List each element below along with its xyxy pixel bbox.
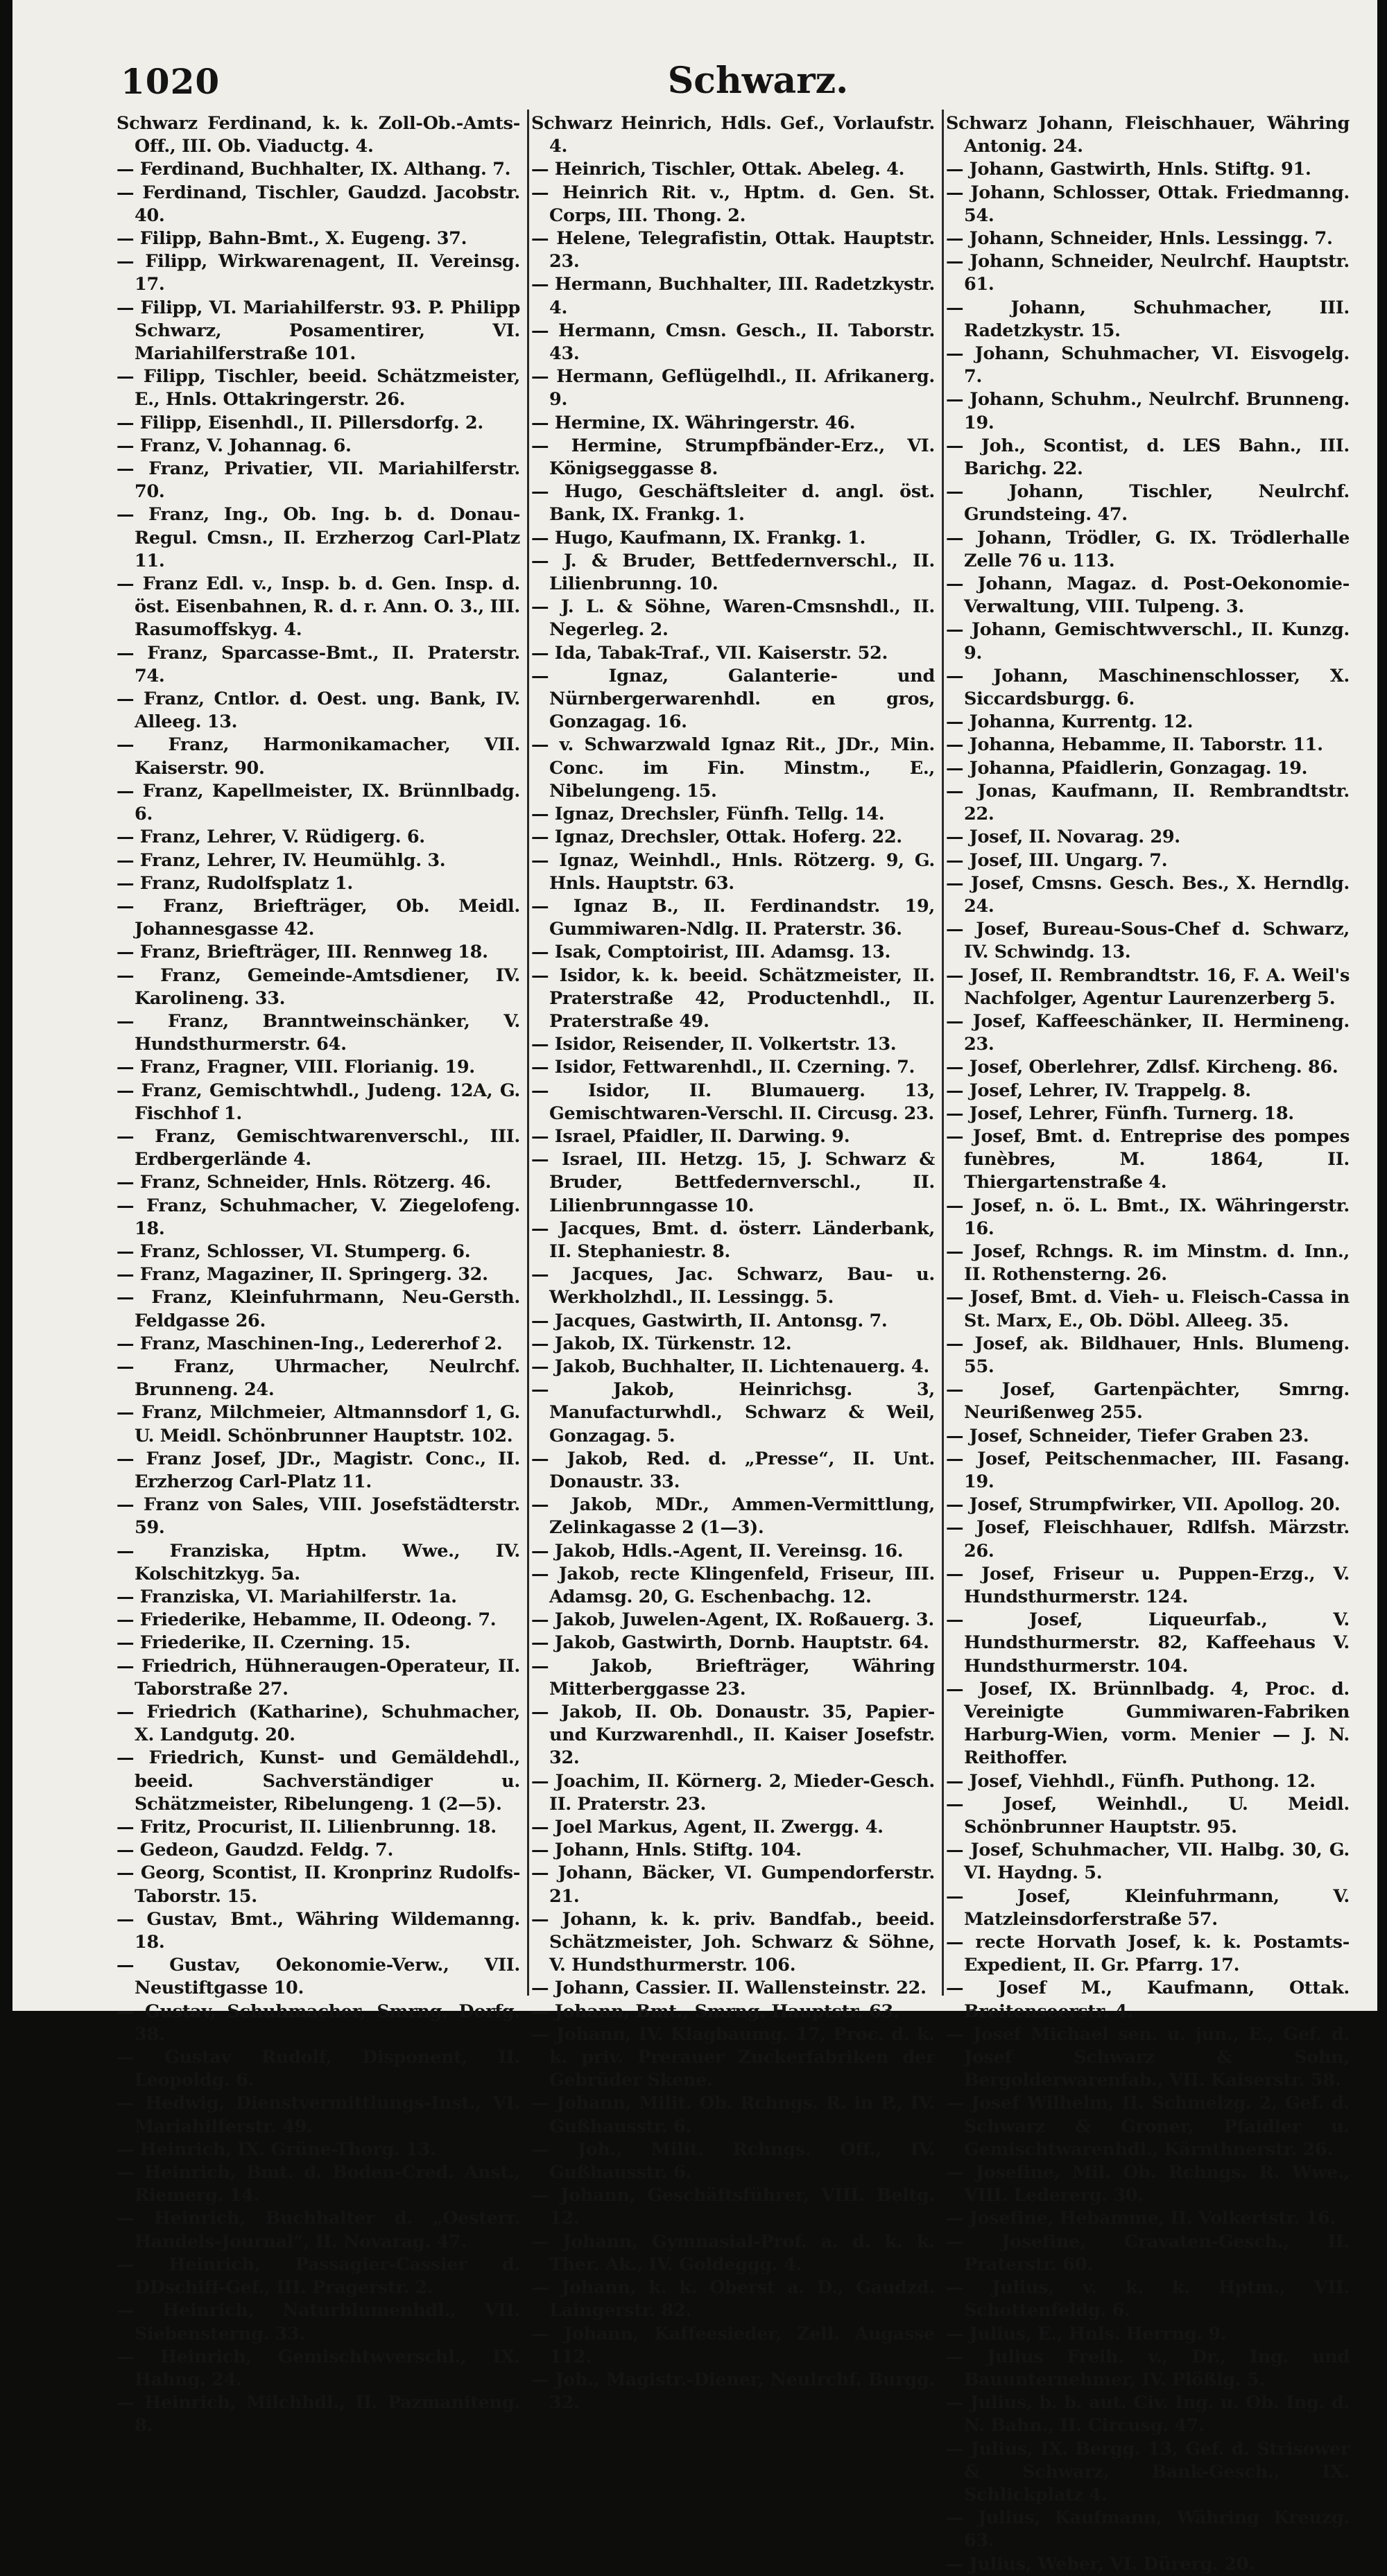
directory-entry: — Franz, Briefträger, Ob. Meidl. Johannesgasse 42. — [117, 895, 520, 940]
directory-entry: — Julius, IX. Bergg. 13, Gef. d. Strisower & Schwarz, Bank-Gesch., IX. Schlickplatz 4. — [946, 2438, 1350, 2505]
directory-entry: — Johann, Bmt., Smrng. Hauptstr. 63. — [531, 2000, 899, 2022]
directory-entry: — Jakob, recte Klingenfeld, Friseur, III. Adamsg. 20, G. Eschenbachg. 12. — [531, 1563, 935, 1607]
directory-entry: — Ignaz B., II. Ferdinandstr. 19, Gummiwaren-Ndlg. II. Praterstr. 36. — [531, 895, 935, 940]
page-number: 1020 — [121, 61, 221, 102]
directory-entry: — Heinrich, Gemischtwverschl., IX. Hahng. 24. — [117, 2346, 520, 2390]
directory-entry: — Johann, Schuhm., Neulrchf. Brunneng. 19. — [946, 389, 1350, 433]
directory-entry: — Hermann, Buchhalter, III. Radetzkystr. 4. — [531, 274, 935, 318]
directory-page — [12, 0, 1377, 2575]
directory-entry: — Jakob, Briefträger, Währing Mitterberggasse 23. — [531, 1655, 935, 1700]
directory-entry: — Filipp, Wirkwarenagent, II. Vereinsg. 17. — [117, 251, 520, 295]
directory-entry: — Johann, Gymnasial-Prof. a. d. k. k. Ther. Ak., IV. Goldeggg. 4. — [531, 2231, 935, 2275]
directory-entry: — Josef, n. ö. L. Bmt., IX. Währingerstr. 16. — [946, 1195, 1350, 1239]
directory-entry: — Heinrich, Bmt. d. Boden-Cred. Anst., Riemerg. 14. — [117, 2162, 520, 2206]
directory-entry: — Franz, Fragner, VIII. Florianig. 19. — [117, 1057, 475, 1078]
directory-entry: — Joachim, II. Körnerg. 2, Mieder-Gesch. II. Praterstr. 23. — [531, 1770, 935, 1815]
directory-entry: — Josef, Cmsns. Gesch. Bes., X. Herndlg. 24. — [946, 872, 1350, 917]
directory-entry: — Josef, Schuhmacher, VII. Halbg. 30, G. VI. Haydng. 5. — [946, 1840, 1350, 1884]
directory-entry: — Johann, Schlosser, Ottak. Friedmanng. 54. — [946, 182, 1350, 226]
directory-entry: — Hermann, Geflügelhdl., II. Afrikanerg. 9. — [531, 366, 935, 410]
directory-entry: — Franz, Schlosser, VI. Stumperg. 6. — [117, 1241, 471, 1262]
directory-entry: — Johann, Hnls. Stiftg. 104. — [531, 1840, 802, 1861]
directory-entry: — recte Horvath Josef, k. k. Postamts-Expedient, II. Gr. Pfarrg. 17. — [946, 1932, 1350, 1976]
directory-entry: — Johann, Bäcker, VI. Gumpendorferstr. 21. — [531, 1862, 935, 1907]
directory-entry: — Franz, Kapellmeister, IX. Brünnlbadg. 6. — [117, 780, 520, 825]
directory-entry: — Josef, Viehhdl., Fünfh. Puthong. 12. — [946, 1770, 1316, 1792]
directory-entry: — Ignaz, Weinhdl., Hnls. Rötzerg. 9, G. Hnls. Hauptstr. 63. — [531, 849, 935, 894]
directory-entry: — Johann, Gastwirth, Hnls. Stiftg. 91. — [946, 159, 1311, 180]
directory-entry: — Josef, Rchngs. R. im Minstm. d. Inn., II. Rothensterng. 26. — [946, 1241, 1350, 1286]
directory-entry: — Isidor, II. Blumauerg. 13, Gemischtwaren-Verschl. II. Circusg. 23. — [531, 1080, 935, 1124]
directory-entry: — Ferdinand, Buchhalter, IX. Althang. 7. — [117, 159, 511, 180]
directory-entry: — Filipp, Bahn-Bmt., X. Eugeng. 37. — [117, 228, 467, 250]
directory-entry: — Franz, Ing., Ob. Ing. b. d. Donau-Regul. Cmsn., II. Erzherzog Carl-Platz 11. — [117, 504, 520, 571]
directory-entry: — Franz Edl. v., Insp. b. d. Gen. Insp. d. öst. Eisenbahnen, R. d. r. Ann. O. 3., III. Rasumoffskyg. 4. — [117, 573, 520, 641]
directory-entry: — Franz, Magaziner, II. Springerg. 32. — [117, 1264, 488, 1286]
directory-entry: — Josef, IX. Brünnlbadg. 4, Proc. d. Vereinigte Gummiwaren-Fabriken Harburg-Wien, vorm. Menier — J. N. Reithoffer. — [946, 1678, 1350, 1769]
directory-entry: — Josef, Strumpfwirker, VII. Apollog. 20. — [946, 1494, 1341, 1516]
directory-entry: — Josef, ak. Bildhauer, Hnls. Blumeng. 55. — [946, 1333, 1350, 1377]
directory-entry: — Jakob, IX. Türkenstr. 12. — [531, 1333, 792, 1354]
directory-entry: — Josef, III. Ungarg. 7. — [946, 849, 1168, 871]
directory-entry: — Jakob, Gastwirth, Dornb. Hauptstr. 64. — [531, 1632, 929, 1654]
directory-entry: — Joh., Scontist, d. LES Bahn., III. Barichg. 22. — [946, 435, 1350, 480]
directory-entry: — Friedrich, Hühneraugen-Operateur, II. Taborstraße 27. — [117, 1655, 520, 1700]
directory-entry: — Josef, Peitschenmacher, III. Fasang. 19. — [946, 1448, 1350, 1492]
directory-entry: — Franz, Lehrer, IV. Heumühlg. 3. — [117, 849, 446, 871]
directory-entry: — Jakob, Hdls.-Agent, II. Vereinsg. 16. — [531, 1540, 904, 1562]
directory-entry: — Jacques, Jac. Schwarz, Bau- u. Werkholzhdl., II. Lessingg. 5. — [531, 1264, 935, 1308]
directory-entry: — Jakob, MDr., Ammen-Vermittlung, Zelinkagasse 2 (1—3). — [531, 1494, 935, 1539]
directory-entry: — Josef, Fleischhauer, Rdlfsh. Märzstr. 26. — [946, 1517, 1350, 1562]
directory-entry: — Franz, Schneider, Hnls. Rötzerg. 46. — [117, 1172, 492, 1193]
directory-entry: — Jakob, Red. d. „Presse“, II. Unt. Donaustr. 33. — [531, 1448, 935, 1492]
directory-entry: — Josef, Bmt. d. Vieh- u. Fleisch-Cassa in St. Marx, E., Ob. Döbl. Alleeg. 35. — [946, 1287, 1350, 1331]
directory-entry: — Johann, Schuhmacher, III. Radetzkystr. 15. — [946, 297, 1350, 341]
directory-entry: — Johanna, Hebamme, II. Taborstr. 11. — [946, 734, 1323, 756]
directory-entry: — Julius, Kaufmann, Währing Kreuzg. 63. — [946, 2507, 1350, 2552]
directory-entry: — Franz, Privatier, VII. Mariahilferstr. 70. — [117, 458, 520, 503]
directory-entry: — Franz, Rudolfsplatz 1. — [117, 872, 353, 894]
directory-entry: Schwarz Johann, Fleischhauer, Währing Antonig. 24. — [946, 113, 1350, 157]
directory-entry: — Josef, Schneider, Tiefer Graben 23. — [946, 1425, 1309, 1446]
directory-entry: — Friederike, II. Czerning. 15. — [117, 1632, 411, 1654]
directory-entry: — Jacques, Bmt. d. österr. Länderbank, II. Stephaniestr. 8. — [531, 1218, 935, 1262]
directory-entry: — Filipp, Eisenhdl., II. Pillersdorfg. 2. — [117, 412, 483, 433]
directory-entry: — Hugo, Geschäftsleiter d. angl. öst. Bank, IX. Frankg. 1. — [531, 481, 935, 526]
directory-entry: — Franz, Schuhmacher, V. Ziegelofeng. 18. — [117, 1195, 520, 1239]
directory-entry: — Julius, b. b. aut. Civ. Ing. u. Ob. Ing. d. N. Bahn., II. Circusg. 47. — [946, 2392, 1350, 2437]
directory-entry: — Ida, Tabak-Traf., VII. Kaiserstr. 52. — [531, 642, 888, 664]
directory-entry: — Franz, V. Johannag. 6. — [117, 435, 352, 456]
directory-entry: — Julius Freih. v., Dr., Ing. und Bauunternehmer, IV. Plößlg. 5. — [946, 2346, 1350, 2390]
directory-entry: — Gedeon, Gaudzd. Feldg. 7. — [117, 1840, 394, 1861]
directory-entry: — Josef, Oberlehrer, Zdlsf. Kircheng. 86. — [946, 1057, 1338, 1078]
directory-entry: — Fritz, Procurist, II. Lilienbrunng. 18. — [117, 1817, 497, 1838]
directory-entry: — Josef, Liqueurfab., V. Hundsthurmerstr. 82, Kaffeehaus V. Hundsthurmerstr. 104. — [946, 1609, 1350, 1677]
directory-entry: — Jacques, Gastwirth, II. Antonsg. 7. — [531, 1310, 888, 1331]
directory-entry: — Jakob, Juwelen-Agent, IX. Roßauerg. 3. — [531, 1609, 934, 1631]
column-2 — [531, 112, 935, 2414]
directory-entry: — Josef Michael sen. u. jun., E., Gef. d. Josef Schwarz & Sohn, Bergolderwarenfab., VII. Kaiserstr. 58. — [946, 2023, 1350, 2091]
directory-entry: — J. & Bruder, Bettfedernverschl., II. Lilienbrunng. 10. — [531, 550, 935, 595]
directory-entry: — Josef, Bureau-Sous-Chef d. Schwarz, IV. Schwindg. 13. — [946, 919, 1350, 963]
directory-entry: — Franz, Harmonikamacher, VII. Kaiserstr. 90. — [117, 734, 520, 779]
directory-entry: — Israel, Pfaidler, II. Darwing. 9. — [531, 1125, 850, 1147]
directory-entry: — v. Schwarzwald Ignaz Rit., JDr., Min. Conc. im Fin. Minstm., E., Nibelungeng. 15. — [531, 734, 935, 802]
directory-entry: — Franz, Kleinfuhrmann, Neu-Gersth. Feldgasse 26. — [117, 1287, 520, 1331]
directory-entry: Schwarz Ferdinand, k. k. Zoll-Ob.-Amts-Off., III. Ob. Viaductg. 4. — [117, 113, 520, 157]
directory-entry: — Franz, Gemischtwhdl., Judeng. 12A, G. Fischhof 1. — [117, 1080, 520, 1124]
directory-entry: — Josefine, Hebamme, II. Volkertstr. 16. — [946, 2208, 1336, 2229]
directory-entry: — Josef M., Kaufmann, Ottak. Breitenseerstr. 4. — [946, 1978, 1350, 2022]
directory-entry: — Gustav, Bmt., Währing Wildemanng. 18. — [117, 1908, 520, 1953]
directory-entry: — Heinrich Rit. v., Hptm. d. Gen. St. Corps, III. Thong. 2. — [531, 182, 935, 226]
directory-entry: — Israel, III. Hetzg. 15, J. Schwarz & Bruder, Bettfedernverschl., II. Lilienbrunngasse 10. — [531, 1149, 935, 1216]
directory-entry: — Heinrich, Naturblumenhdl., VII. Siebensterng. 33. — [117, 2300, 520, 2344]
directory-entry: — Johann, Magaz. d. Post-Oekonomie-Verwaltung, VIII. Tulpeng. 3. — [946, 573, 1350, 618]
directory-entry: — Josef, Lehrer, Fünfh. Turnerg. 18. — [946, 1103, 1294, 1124]
directory-entry: — Johann, Milit. Ob. Rchngs. R. in P., IV. Gußhausstr. 6. — [531, 2093, 935, 2137]
column-3 — [946, 112, 1350, 2575]
directory-entry: — Josefine, Mil. Ob. Rchngs. R. Wwe., VIII. Ledererg. 30. — [946, 2162, 1350, 2206]
directory-entry: — Isak, Comptoirist, III. Adamsg. 13. — [531, 942, 891, 963]
directory-entry: — Ferdinand, Tischler, Gaudzd. Jacobstr. 40. — [117, 182, 520, 226]
directory-entry: — Johann, Schneider, Neulrchf. Hauptstr. 61. — [946, 251, 1350, 295]
directory-entry: — Josefine, Cravaten-Gesch., II. Praterstr. 60. — [946, 2231, 1350, 2275]
directory-entry: — Friedrich, Kunst- und Gemäldehdl., beeid. Sachverständiger u. Schätzmeister, Ribelungeng. 1 (2—5). — [117, 1747, 520, 1815]
directory-entry: — Heinrich, IX. Grüne-Thorg. 13. — [117, 2138, 436, 2160]
directory-entry: — Franz, Lehrer, V. Rüdigerg. 6. — [117, 827, 425, 848]
directory-entry: — Johann, IV. Klagbaumg. 17, Proc. d. k. k. priv. Prerauer Zuckerfabriken der Gebrüder Skene. — [531, 2023, 935, 2091]
directory-entry: Schwarz Heinrich, Hdls. Gef., Vorlaufstr. 4. — [531, 113, 935, 157]
directory-entry: — Heinrich, Milchhdl., II. Pazmaniteng. 8. — [117, 2392, 520, 2437]
directory-entry: — Hermine, IX. Währingerstr. 46. — [531, 412, 856, 433]
directory-entry: — Hedwig, Dienstvermittlungs-Inst., VI. Mariahilferstr. 49. — [117, 2093, 520, 2137]
directory-entry: — Jakob, II. Ob. Donaustr. 35, Papier- und Kurzwarenhdl., II. Kaiser Josefstr. 32. — [531, 1702, 935, 1769]
directory-entry: — Friedrich (Katharine), Schuhmacher, X. Landgutg. 20. — [117, 1702, 520, 1746]
directory-entry: — J. L. & Söhne, Waren-Cmsnshdl., II. Negerleg. 2. — [531, 596, 935, 641]
directory-entry: — Ignaz, Drechsler, Fünfh. Tellg. 14. — [531, 804, 885, 825]
directory-entry: — Franz, Cntlor. d. Oest. ung. Bank, IV. Alleeg. 13. — [117, 689, 520, 733]
directory-entry: — Heinrich, Passagier-Cassier d. DDschiff-Gef., III. Pragerstr. 2. — [117, 2254, 520, 2299]
directory-entry: — Johann, Schneider, Hnls. Lessingg. 7. — [946, 228, 1333, 250]
directory-entry: — Franz, Branntweinschänker, V. Hundsthurmerstr. 64. — [117, 1010, 520, 1055]
directory-entry: — Hermann, Cmsn. Gesch., II. Taborstr. 43. — [531, 320, 935, 365]
directory-entry: — Josef, Kaffeeschänker, II. Hermineng. 23. — [946, 1010, 1350, 1055]
directory-entry: — Gustav Rudolf, Disponent, II. Leopoldg. 6. — [117, 2047, 520, 2091]
directory-entry: — Joh., Milit. Rchngs. Off., IV. Gußhausstr. 6. — [531, 2138, 935, 2184]
directory-entry: — Ignaz, Galanterie- und Nürnbergerwarenhdl. en gros, Gonzagag. 16. — [531, 665, 935, 733]
directory-entry: — Hermine, Strumpfbänder-Erz., VI. Königseggasse 8. — [531, 435, 935, 480]
directory-entry: — Franz von Sales, VIII. Josefstädterstr. 59. — [117, 1494, 520, 1539]
directory-entry: — Heinrich, Buchhalter d. „Oesterr. Handels-Journal“, II. Novarag. 47. — [117, 2208, 520, 2252]
directory-entry: — Josef, Gartenpächter, Smrng. Neurißenweg 255. — [946, 1379, 1350, 1424]
directory-entry: — Franz, Gemischtwarenverschl., III. Erdbergerlände 4. — [117, 1125, 520, 1170]
directory-entry: — Isidor, k. k. beeid. Schätzmeister, II. Praterstraße 42, Productenhdl., II. Praterstraße 49. — [531, 965, 935, 1032]
directory-entry: — Joh., Magistr.-Diener, Neulrchf. Burgg. 32. — [531, 2369, 935, 2414]
directory-entry: — Josef, Bmt. d. Entreprise des pompes funèbres, M. 1864, II. Thiergartenstraße 4. — [946, 1125, 1350, 1193]
directory-entry: — Josef, Kleinfuhrmann, V. Matzleinsdorferstraße 57. — [946, 1885, 1350, 1930]
column-1 — [117, 112, 520, 2437]
directory-entry: — Filipp, Tischler, beeid. Schätzmeister, E., Hnls. Ottakringerstr. 26. — [117, 366, 520, 410]
directory-entry: — Helene, Telegrafistin, Ottak. Hauptstr. 23. — [531, 228, 935, 273]
directory-entry: — Josef, Weinhdl., U. Meidl. Schönbrunner Hauptstr. 95. — [946, 1793, 1350, 1838]
directory-entry: — Heinrich, Tischler, Ottak. Abeleg. 4. — [531, 159, 905, 180]
directory-entry: — Franz Josef, JDr., Magistr. Conc., II. Erzherzog Carl-Platz 11. — [117, 1448, 520, 1492]
directory-entry: — Jakob, Buchhalter, II. Lichtenauerg. 4. — [531, 1356, 929, 1377]
directory-entry: — Johann, Trödler, G. IX. Trödlerhalle Zelle 76 u. 113. — [946, 527, 1350, 571]
directory-entry: — Isidor, Reisender, II. Volkertstr. 13. — [531, 1034, 897, 1055]
directory-entry: — Franziska, Hptm. Wwe., IV. Kolschitzkyg. 5a. — [117, 1540, 520, 1584]
directory-entry: — Franz, Uhrmacher, Neulrchf. Brunneng. 24. — [117, 1356, 520, 1401]
directory-entry: — Johann, Cassier. II. Wallensteinstr. 22. — [531, 1978, 927, 1999]
directory-entry: — Johann, Tischler, Neulrchf. Grundsteing. 47. — [946, 481, 1350, 526]
directory-entry: — Ignaz, Drechsler, Ottak. Hoferg. 22. — [531, 827, 902, 848]
directory-entry: — Josef, II. Rembrandtstr. 16, F. A. Weil's Nachfolger, Agentur Laurenzerberg 5. — [946, 965, 1350, 1009]
directory-entry: — Johann, k. k. priv. Bandfab., beeid. Schätzmeister, Joh. Schwarz & Söhne, V. Hundsthurmerstr. 106. — [531, 1908, 935, 1976]
directory-entry: — Johann, Geschäftsführer, VIII. Beltg. 12. — [531, 2185, 935, 2229]
directory-entry: — Friederike, Hebamme, II. Odeong. 7. — [117, 1609, 497, 1631]
directory-entry: — Filipp, VI. Mariahilferstr. 93. P. Philipp Schwarz, Posamentirer, VI. Mariahilferstraße 101. — [117, 297, 520, 365]
directory-entry: — Joel Markus, Agent, II. Zwergg. 4. — [531, 1817, 884, 1838]
directory-entry: — Jonas, Kaufmann, II. Rembrandtstr. 22. — [946, 780, 1350, 825]
directory-entry: — Josef, Friseur u. Puppen-Erzg., V. Hundsthurmerstr. 124. — [946, 1563, 1350, 1607]
directory-entry: — Julius, v. k. k. Hptm., VII. Schottenfeldg. 6. — [946, 2277, 1350, 2322]
directory-entry: — Julius, E., Hnls. Herrng. 9. — [946, 2323, 1227, 2344]
directory-entry: — Franz, Sparcasse-Bmt., II. Praterstr. 74. — [117, 642, 520, 686]
directory-entry: — Franz, Maschinen-Ing., Ledererhof 2. — [117, 1333, 503, 1354]
directory-entry: — Julius, Weber, VI. Dürerg. 20. — [946, 2553, 1255, 2575]
directory-entry: — Franz, Milchmeier, Altmannsdorf 1, G. U. Meidl. Schönbrunner Hauptstr. 102. — [117, 1402, 520, 1446]
directory-entry: — Josef, II. Novarag. 29. — [946, 827, 1180, 848]
column-rule — [942, 110, 944, 1996]
directory-entry: — Isidor, Fettwarenhdl., II. Czerning. 7. — [531, 1057, 915, 1078]
directory-entry: — Johann, Schuhmacher, VI. Eisvogelg. 7. — [946, 343, 1350, 388]
directory-entry: — Franz, Gemeinde-Amtsdiener, IV. Karolineng. 33. — [117, 965, 520, 1009]
directory-entry: — Jakob, Heinrichsg. 3, Manufacturwhdl., Schwarz & Weil, Gonzagag. 5. — [531, 1379, 935, 1446]
directory-entry: — Johann, Maschinenschlosser, X. Siccardsburgg. 6. — [946, 665, 1350, 710]
running-head: Schwarz. — [667, 60, 849, 102]
directory-entry: — Josef Wilhelm, II. Schmelzg. 2, Gef. d. Schwarz & Groner, Pfaidler u. Gemischtwarenhdl., Kärnthnerstr. 26. — [946, 2093, 1350, 2160]
directory-entry: — Franziska, VI. Mariahilferstr. 1a. — [117, 1587, 457, 1607]
directory-entry: — Johanna, Kurrentg. 12. — [946, 711, 1194, 733]
directory-entry: — Franz, Briefträger, III. Rennweg 18. — [117, 942, 488, 963]
column-rule — [527, 110, 529, 1996]
directory-entry: — Johann, Gemischtwverschl., II. Kunzg. 9. — [946, 619, 1350, 664]
directory-entry: — Johanna, Pfaidlerin, Gonzagag. 19. — [946, 757, 1308, 779]
directory-entry: — Johann, Kaffeesieder, Zell. Augasse 112. — [531, 2323, 935, 2367]
directory-entry: — Gustav, Oekonomie-Verw., VII. Neustiftgasse 10. — [117, 1955, 520, 1999]
directory-entry: — Georg, Scontist, II. Kronprinz Rudolfs-Taborstr. 15. — [117, 1862, 520, 1907]
directory-entry: — Hugo, Kaufmann, IX. Frankg. 1. — [531, 527, 866, 548]
directory-entry: — Josef, Lehrer, IV. Trappelg. 8. — [946, 1080, 1251, 1101]
directory-entry: — Johann, k. k. Oberst a. D., Gaudzd. Laingerstr. 82. — [531, 2277, 935, 2322]
directory-entry: — Gustav, Schuhmacher, Smrng. Dorfg. 38. — [117, 2000, 520, 2045]
